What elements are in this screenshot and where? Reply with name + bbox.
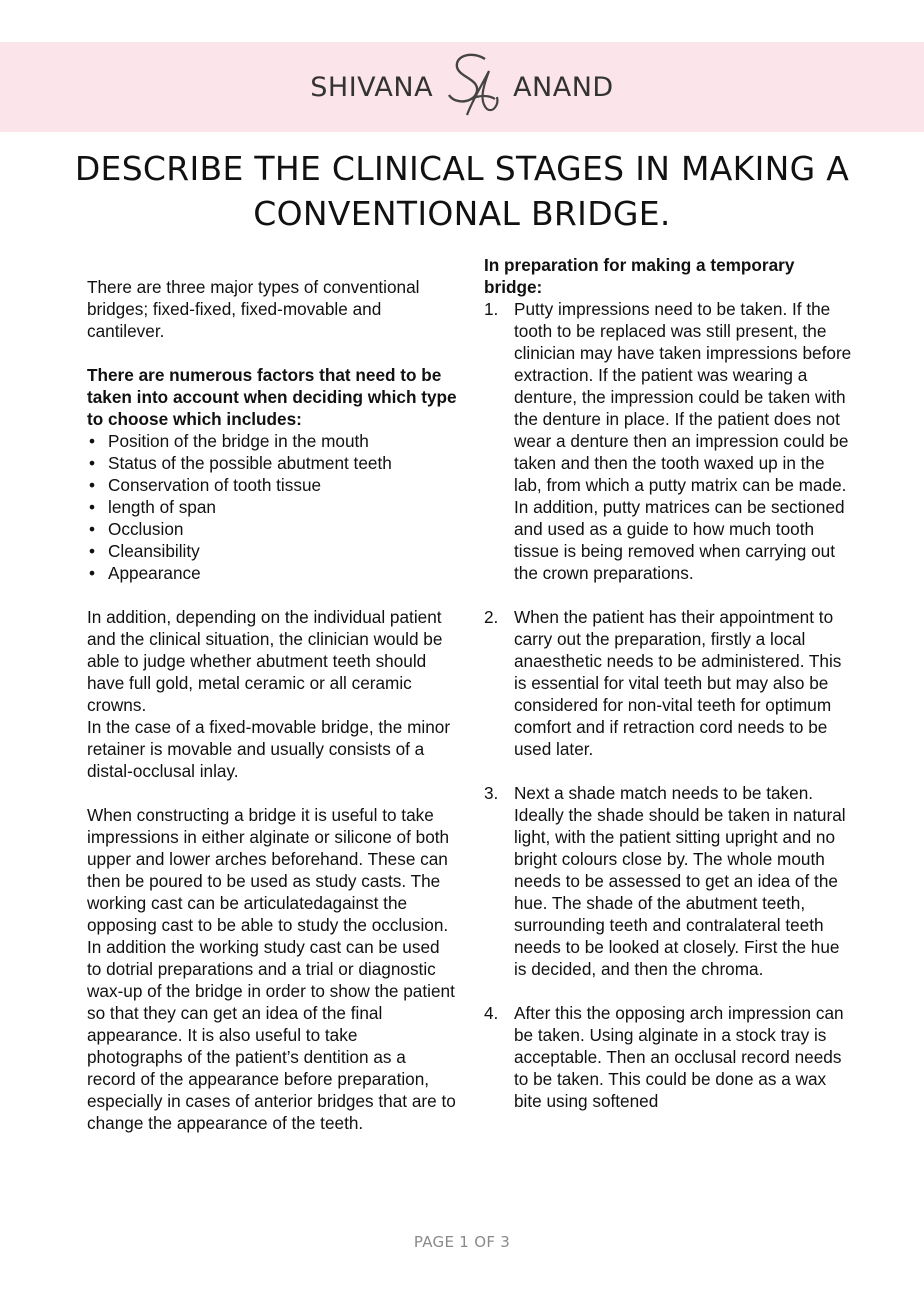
brand-name-left: SHIVANA [310, 71, 434, 103]
page-title: DESCRIBE THE CLINICAL STAGES IN MAKING A CONVENTIONAL BRIDGE. [74, 149, 850, 233]
factors-list [87, 430, 457, 584]
right-column [484, 254, 854, 1134]
list-item: • Appearance [87, 562, 457, 584]
page-number: PAGE 1 OF 3 [413, 1233, 511, 1251]
step-number: 2. [484, 607, 499, 627]
brand-logo [0, 42, 924, 132]
step-number: 1. [484, 299, 499, 319]
brand-monogram [433, 49, 513, 129]
list-item: • Status of the possible abutment teeth [87, 452, 457, 474]
list-item [484, 606, 854, 760]
list-item: • Cleansibility [87, 540, 457, 562]
intro-paragraph: There are three major types of conventional bridges; fixed-fixed, fixed-movable and cantilever. [87, 277, 420, 341]
step-text: After this the opposing arch impression can be taken. Using alginate in a stock tray is acceptable. Then an occlusal record needs to be taken. This could be done as a wax bite using softened [514, 1003, 844, 1111]
fixed-movable-paragraph: In the case of a fixed-movable bridge, the minor retainer is movable and usually consists of a distal-occlusal inlay. [87, 717, 451, 781]
step-text: Next a shade match needs to be taken. Ideally the shade should be taken in natural light, with the patient sitting upright and no bright colours close by. The whole mouth needs to be assessed to get an idea of the hue. The shade of the abutment teeth, surrounding teeth and contralateral teeth needs to be looked at closely. First the hue is decided, and then the chroma. [514, 783, 846, 979]
step-number: 3. [484, 783, 499, 803]
list-item [484, 1002, 854, 1112]
addition-paragraph: In addition, depending on the individual patient and the clinical situation, the clinician would be able to judge whether abutment teeth should have full gold, metal ceramic or all ceramic crowns. [87, 607, 443, 715]
header-banner [0, 42, 924, 132]
list-item: • Occlusion [87, 518, 457, 540]
constructing-paragraph: When constructing a bridge it is useful to take impressions in either alginate or silicone of both upper and lower arches beforehand. These can then be poured to be used as study casts. The working cast can be articulatedagainst the opposing cast to be able to study the occlusion. In addition the working study cast can be used to dotrial preparations and a trial or diagnostic wax-up of the bridge in order to show the patient so that they can get an idea of the final appearance. It is also useful to take photographs of the patient’s dentition as a record of the appearance before preparation, especially in cases of anterior bridges that are to change the appearance of the teeth. [87, 805, 456, 1133]
steps-list [484, 298, 854, 1112]
step-text: When the patient has their appointment to carry out the preparation, firstly a local anaesthetic needs to be administered. This is essential for vital teeth but may also be considered for non-vital teeth for optimum comfort and if retraction cord needs to be used later. [514, 607, 842, 759]
monogram-logo-icon [433, 49, 513, 119]
list-item: • Position of the bridge in the mouth [87, 430, 457, 452]
step-number: 4. [484, 1003, 499, 1023]
list-item: • Conservation of tooth tissue [87, 474, 457, 496]
list-item [484, 298, 854, 584]
list-item: • length of span [87, 496, 457, 518]
left-column [87, 276, 457, 1134]
list-item [484, 782, 854, 980]
step-text: Putty impressions need to be taken. If the tooth to be replaced was still present, the clinician may have taken impressions before extraction. If the patient was wearing a denture, the impression could be taken with the denture in place. If the patient does not wear a denture then an impression could be taken and then the tooth waxed up in the lab, from which a putty matrix can be made. In addition, putty matrices can be sectioned and used as a guide to how much tooth tissue is being removed when carrying out the crown preparations. [514, 299, 852, 583]
factors-heading: There are numerous factors that need to be taken into account when deciding which type to choose which includes: [87, 365, 457, 429]
temporary-bridge-heading: In preparation for making a temporary bridge: [484, 255, 795, 297]
brand-name-right: ANAND [513, 71, 614, 103]
